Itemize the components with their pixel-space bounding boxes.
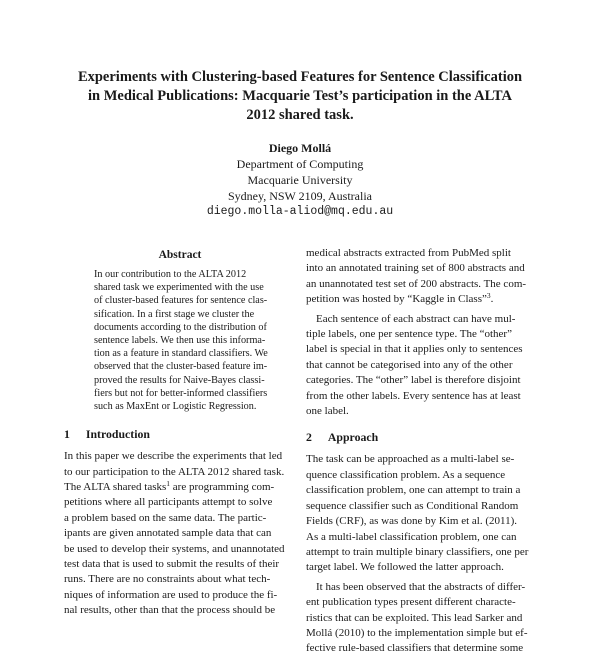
paragraph-line: a problem based on the same data. The partic- bbox=[64, 511, 267, 524]
paragraph-line: runs. There are no constraints about what tech- bbox=[64, 573, 271, 586]
paragraph-line: label is special in that it applies only to sentences bbox=[306, 343, 523, 356]
dataset-paragraph bbox=[306, 246, 538, 308]
title-line: Experiments with Clustering-based Features for Sentence Classification bbox=[77, 69, 523, 85]
paragraph-line: be used to develop their systems, and unannotated bbox=[64, 542, 285, 555]
abstract-line: In our contribution to the ALTA 2012 bbox=[94, 269, 247, 280]
paragraph-line: classification problem, one can attempt to train a bbox=[306, 484, 521, 497]
paragraph-line bbox=[306, 292, 538, 307]
author-location: Sydney, NSW 2109, Australia bbox=[228, 189, 372, 203]
paragraph-line: nal results, other than that the process should be bbox=[64, 604, 276, 617]
introduction-paragraph bbox=[64, 449, 296, 618]
paragraph-line: to our participation to the ALTA 2012 shared task. bbox=[64, 465, 285, 478]
abstract-line: observed that the cluster-based feature im- bbox=[94, 361, 268, 373]
abstract-line: sification. In a first stage we cluster the bbox=[94, 308, 255, 320]
paragraph-line: Each sentence of each abstract can have mul- bbox=[316, 312, 516, 325]
abstract-line: tion as a feature in standard classifiers. We bbox=[94, 348, 268, 360]
right-column bbox=[306, 246, 538, 657]
section-title: Introduction bbox=[85, 427, 150, 442]
title-line: in Medical Publications: Macquarie Test’s participation in the ALTA bbox=[87, 88, 513, 104]
introduction-heading bbox=[64, 427, 296, 442]
paragraph-line: fective rule-based classifiers that determine some bbox=[306, 642, 524, 655]
paragraph-line: test data that is used to submit the results of their bbox=[64, 558, 280, 571]
paragraph-line: sequence classifier such as Conditional Random bbox=[306, 499, 519, 512]
text-run: petition was hosted by “Kaggle in Class” bbox=[306, 293, 487, 306]
text-run: The ALTA shared tasks bbox=[64, 481, 167, 494]
paragraph-line: Fields (CRF), as was done by Kim et al. (2011). bbox=[306, 515, 518, 528]
author-email: diego.molla-aliod@mq.edu.au bbox=[206, 205, 394, 218]
paragraph-line: categories. The “other” label is therefore disjoint bbox=[306, 374, 521, 387]
paragraph-line: attempt to train multiple binary classifiers, one per bbox=[306, 545, 529, 558]
paragraph-line: niques of information are used to produce the fi- bbox=[64, 588, 278, 601]
text-run: are programming com- bbox=[170, 481, 275, 494]
paragraph-line: petitions where all participants attempt to solve bbox=[64, 496, 273, 509]
title-line: 2012 shared task. bbox=[246, 107, 354, 123]
paragraph-line: As a multi-label classification problem, one can bbox=[306, 530, 517, 543]
section-number: 1 bbox=[64, 427, 70, 442]
approach-paragraph-2 bbox=[306, 580, 538, 657]
paragraph-line: The task can be approached as a multi-label se- bbox=[306, 453, 515, 466]
text-run: . bbox=[490, 293, 494, 306]
paragraph-line: ent publication types present different characte- bbox=[306, 596, 516, 609]
section-number: 2 bbox=[306, 430, 312, 445]
paragraph-line: from the other labels. Every sentence has at least bbox=[306, 389, 521, 402]
left-column bbox=[64, 246, 296, 619]
paper-title bbox=[40, 68, 560, 125]
abstract-line: of cluster-based features for sentence clas- bbox=[94, 295, 268, 307]
labels-paragraph bbox=[306, 312, 538, 420]
paragraph-line: into an annotated training set of 800 abstracts and bbox=[306, 262, 525, 275]
approach-heading bbox=[306, 430, 538, 445]
paragraph-line: quence classification problem. As a sequence bbox=[306, 468, 506, 481]
paragraph-line: target label. We followed the latter approach. bbox=[306, 561, 504, 574]
paragraph-line: that cannot be categorised into any of the other bbox=[306, 358, 513, 371]
abstract-line: sentence labels. We then use this informa- bbox=[94, 335, 266, 347]
paragraph-line: In this paper we describe the experiments that led bbox=[64, 450, 283, 463]
abstract-line: documents according to the distribution of bbox=[94, 321, 267, 333]
abstract-body bbox=[94, 268, 275, 413]
paragraph-line: tiple labels, one per sentence type. The “other” bbox=[306, 328, 512, 341]
approach-paragraph bbox=[306, 452, 538, 575]
abstract-heading: Abstract bbox=[158, 249, 202, 261]
paragraph-line: medical abstracts extracted from PubMed split bbox=[306, 247, 511, 259]
abstract-line: shared task we experimented with the use bbox=[94, 282, 264, 294]
abstract-line: fiers but not for better-informed classifiers bbox=[94, 387, 268, 399]
paragraph-line: one label. bbox=[306, 405, 349, 418]
paragraph-line: Mollá (2010) to the implementation simple but ef- bbox=[306, 626, 528, 639]
paragraph-line: It has been observed that the abstracts of differ- bbox=[316, 580, 526, 593]
section-title: Approach bbox=[327, 430, 379, 445]
abstract-line: proved the results for Naive-Bayes classi- bbox=[94, 374, 265, 386]
footnote-marker: 3 bbox=[486, 291, 491, 301]
footnote-marker: 1 bbox=[166, 479, 171, 489]
author-block bbox=[100, 140, 500, 220]
abstract-line: such as MaxEnt or Logistic Regression. bbox=[94, 401, 257, 413]
author-university: Macquarie University bbox=[247, 173, 353, 187]
paragraph-line: an unannotated test set of 200 abstracts. The com- bbox=[306, 277, 527, 290]
paragraph-line bbox=[64, 480, 296, 495]
author-department: Department of Computing bbox=[236, 157, 364, 171]
paragraph-line: ipants are given annotated sample data that can bbox=[64, 527, 272, 540]
author-name: Diego Mollá bbox=[268, 141, 332, 155]
paragraph-line: ristics that can be exploited. This lead Sarker and bbox=[306, 611, 523, 624]
